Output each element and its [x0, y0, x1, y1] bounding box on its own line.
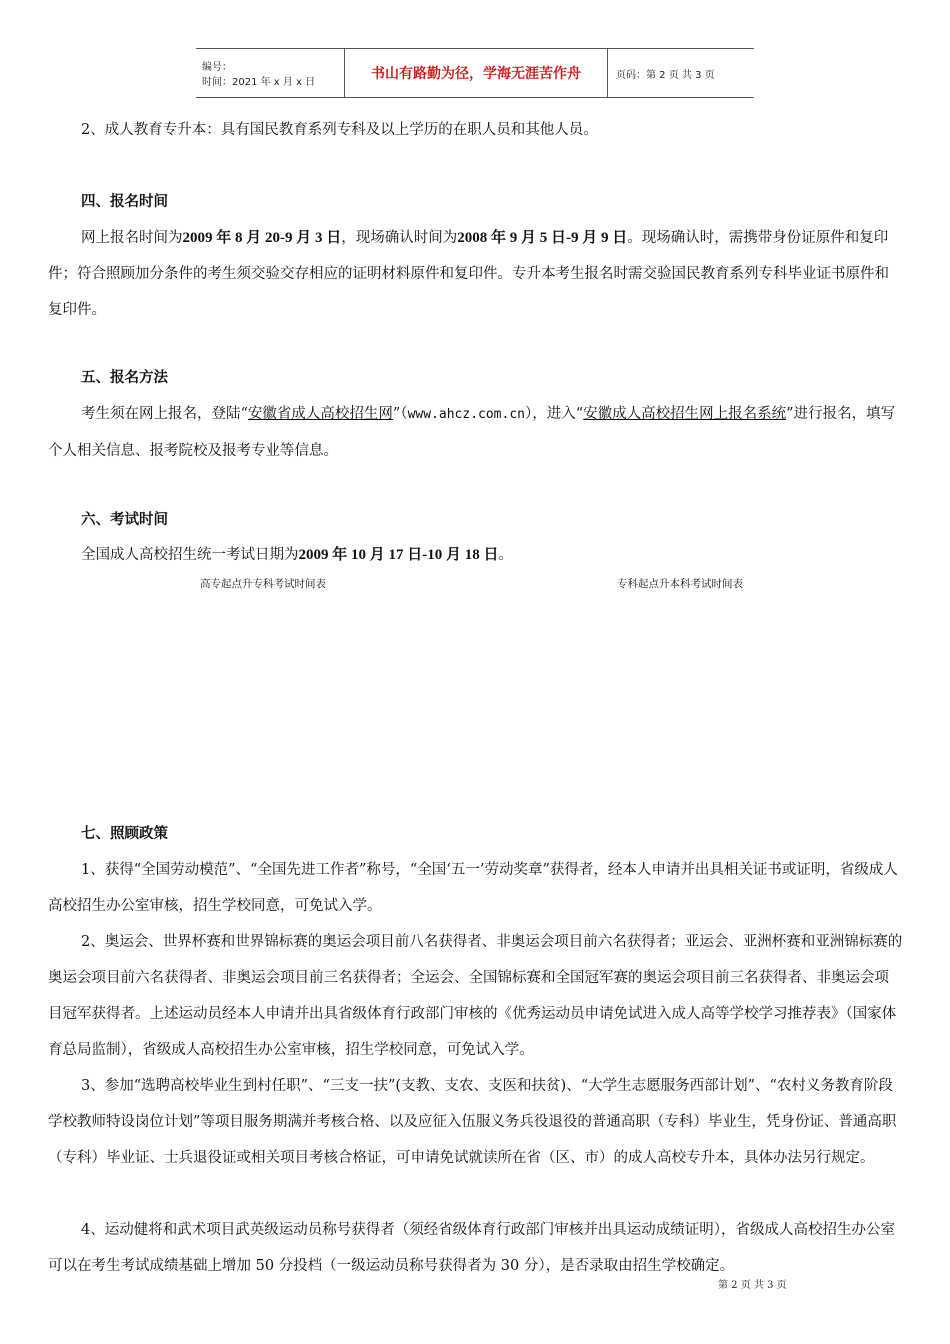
section-6-paragraph	[48, 537, 903, 573]
registration-system-link[interactable]: 安徽成人高校招生网上报名系统	[583, 406, 787, 422]
header-page-label: 页码：第 2 页 共 3 页	[616, 69, 715, 81]
text: 全国成人高校招生统一考试日期为	[81, 547, 299, 563]
text: ，现场确认时间为	[341, 230, 458, 246]
policy-paragraph-1: 1、获得“全国劳动模范”、“全国先进工作者”称号，“全国‘五一’劳动奖章”获得者，经本人申请并出具相关证书或证明，省级成人高校招生办公室审核，招生学校同意，可免试入学。	[48, 862, 898, 914]
text: 。现场确认时，需携带身份证原件和复印件；符合照顾加分条件的考生须交验交存相应的证明材料原件和复印件。专升本考生报名时需交验国民教育系列专科毕业证书原件和复印件。	[48, 230, 889, 318]
exam-date: 2009 年 10 月 17 日-10 月 18 日	[298, 547, 499, 563]
page-header	[196, 48, 754, 98]
site-url[interactable]: www.ahcz.com.cn	[407, 407, 525, 422]
text: 。	[498, 547, 513, 563]
text: ”（	[392, 406, 408, 422]
header-meta	[196, 49, 345, 97]
text: 网上报名时间为	[81, 230, 183, 246]
table-right-title: 专科起点升本科考试时间表	[617, 578, 743, 590]
section-6-title: 六、考试时间	[81, 511, 168, 528]
section-4-paragraph	[48, 220, 903, 328]
header-time: 时间：2021 年 x 月 x 日	[202, 77, 316, 88]
text: ），进入“	[525, 406, 584, 422]
section-7-title: 七、照顾政策	[81, 825, 168, 842]
header-page	[608, 49, 754, 97]
adult-upgrade-paragraph: 2、成人教育专升本：具有国民教育系列专科及以上学历的在职人员和其他人员。	[81, 122, 598, 138]
header-number: 编号：	[202, 62, 232, 73]
page-footer: 第 2 页 共 3 页	[718, 1280, 787, 1291]
header-motto-cell	[345, 49, 608, 97]
section-5-paragraph	[48, 396, 903, 469]
site-name-link[interactable]: 安徽省成人高校招生网	[247, 406, 393, 422]
policy-paragraph-4: 4、运动健将和武术项目武英级运动员称号获得者（须经省级体育行政部门审核并出具运动成绩证明），省级成人高校招生办公室可以在考生考试成绩基础上增加 50 分投档（一级运动员称号获得者为 30 分），是否录取由招生学校确定。	[48, 1222, 895, 1274]
text: ”进行报名，填写个人相关信息、报考院校及报考专业等信息。	[48, 406, 896, 459]
online-registration-date: 2009 年 8 月 20-9 月 3 日	[182, 230, 342, 246]
policy-paragraph-3: 3、参加“选聘高校毕业生到村任职”、“三支一扶”(支教、支农、支医和扶贫)、“大学生志愿服务西部计划”、“农村义务教育阶段学校教师特设岗位计划”等项目服务期满并考核合格、以及应征入伍服义务兵役退役的普通高职（专科）毕业生，凭身份证、普通高职（专科）毕业证、士兵退役证或相关项目考核合格证，可申请免试就读所在省（区、市）的成人高校专升本，具体办法另行规定。	[48, 1078, 897, 1166]
section-5-title: 五、报名方法	[81, 369, 168, 386]
text: 考生须在网上报名，登陆“	[81, 406, 248, 422]
header-motto: 书山有路勤为径，学海无涯苦作舟	[371, 66, 581, 82]
section-4-title: 四、报名时间	[81, 193, 168, 210]
policy-paragraph-2: 2、奥运会、世界杯赛和世界锦标赛的奥运会项目前八名获得者、非奥运会项目前六名获得者；亚运会、亚洲杯赛和亚洲锦标赛的奥运会项目前六名获得者、非奥运会项目前三名获得者；全运会、全国锦标赛和全国冠军赛的奥运会项目前三名获得者、非奥运会项目冠军获得者。上述运动员经本人申请并出具省级体育行政部门审核的《优秀运动员申请免试进入成人高等学校学习推荐表》（国家体育总局监制），省级成人高校招生办公室审核，招生学校同意，可免试入学。	[48, 934, 903, 1058]
onsite-confirmation-date: 2008 年 9 月 5 日-9 月 9 日	[457, 230, 628, 246]
table-left-title: 高专起点升专科考试时间表	[200, 578, 326, 590]
